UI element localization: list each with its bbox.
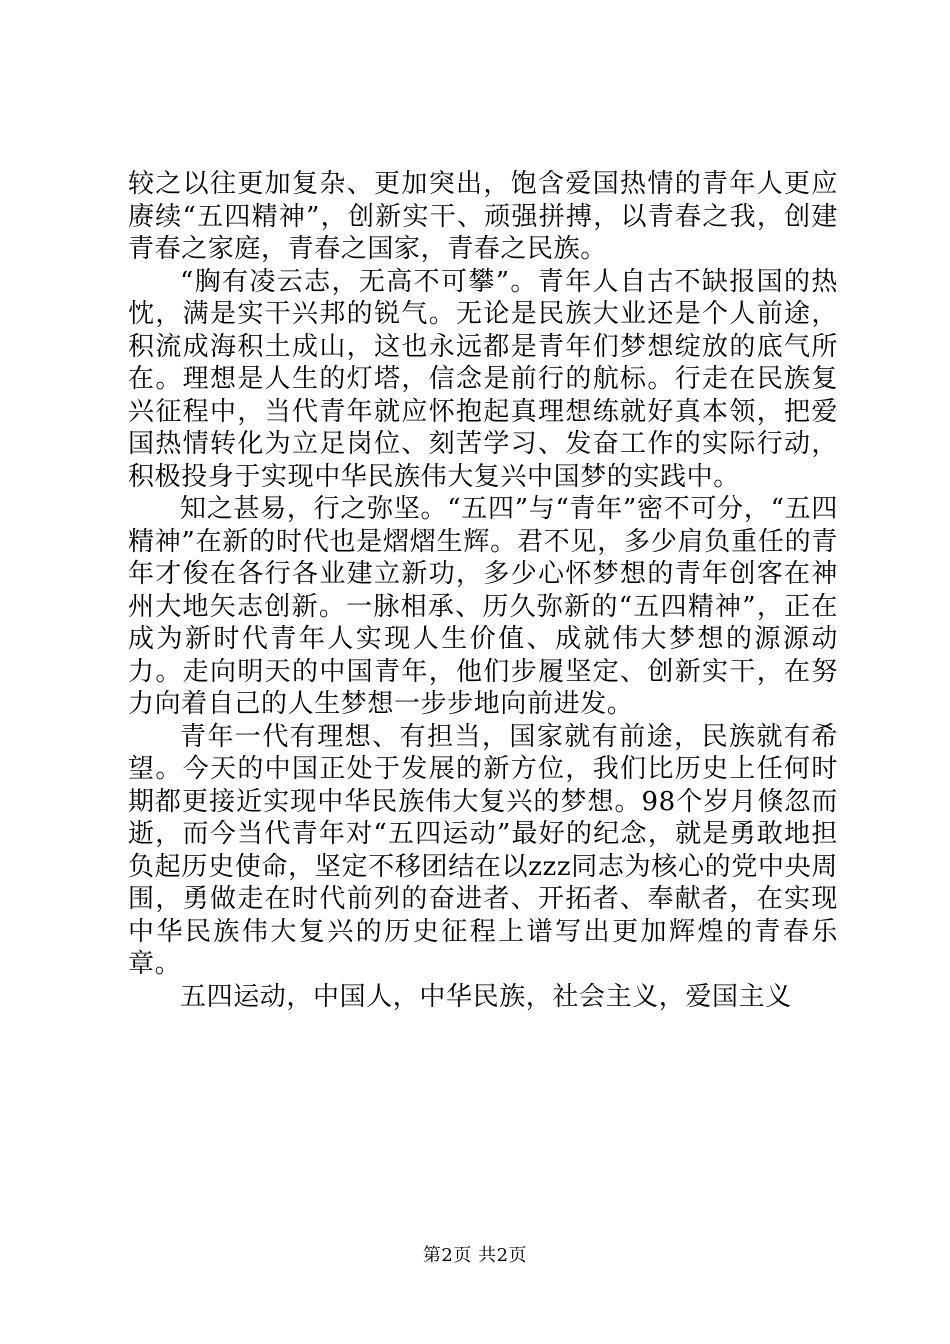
keywords-line: 五四运动，中国人，中华民族，社会主义，爱国主义: [180, 981, 792, 1012]
paragraph-youth-mission: 青年一代有理想、有担当，国家就有前途，民族就有希望。今天的中国正处于发展的新方位，我们比历史上任何时期都更接近实现中华民族伟大复兴的梦想。98个岁月倏忽而逝，而今当代青年对“五四运动”最好的纪念，就是勇敢地担负起历史使命，坚定不移团结在以zzz同志为核心的党中央周围，勇做走在时代前列的奋进者、开拓者、奉献者，在实现中华民族伟大复兴的历史征程上谱写出更加辉煌的青春乐章。: [128, 721, 838, 979]
paragraph-aspiration: “胸有凌云志，无高不可攀”。青年人自古不缺报国的热忱，满是实干兴邦的锐气。无论是民族大业还是个人前途，积流成海积土成山，这也永远都是青年们梦想绽放的底气所在。理想是人生的灯塔，信念是前行的航标。行走在民族复兴征程中，当代青年就应怀抱起真理想练就好真本领，把爱国热情转化为立足岗位、刻苦学习、发奋工作的实际行动，积极投身于实现中华民族伟大复兴中国梦的实践中。: [128, 266, 838, 492]
document-body: [128, 168, 838, 1013]
paragraph-continuation: 较之以往更加复杂、更加突出，饱含爱国热情的青年人更应赓续“五四精神”，创新实干、顽强拼搏，以青春之我，创建青春之家庭，青春之国家，青春之民族。: [128, 169, 838, 264]
paragraph-may-fourth-spirit: 知之甚易，行之弥坚。“五四”与“青年”密不可分，“五四精神”在新的时代也是熠熠生辉。君不见，多少肩负重任的青年才俊在各行各业建立新功，多少心怀梦想的青年创客在神州大地矢志创新。一脉相承、历久弥新的“五四精神”，正在成为新时代青年人实现人生价值、成就伟大梦想的源源动力。走向明天的中国青年，他们步履坚定、创新实干，在努力向着自己的人生梦想一步步地向前进发。: [128, 494, 838, 719]
page-number-footer: 第2页 共2页: [422, 1245, 528, 1266]
